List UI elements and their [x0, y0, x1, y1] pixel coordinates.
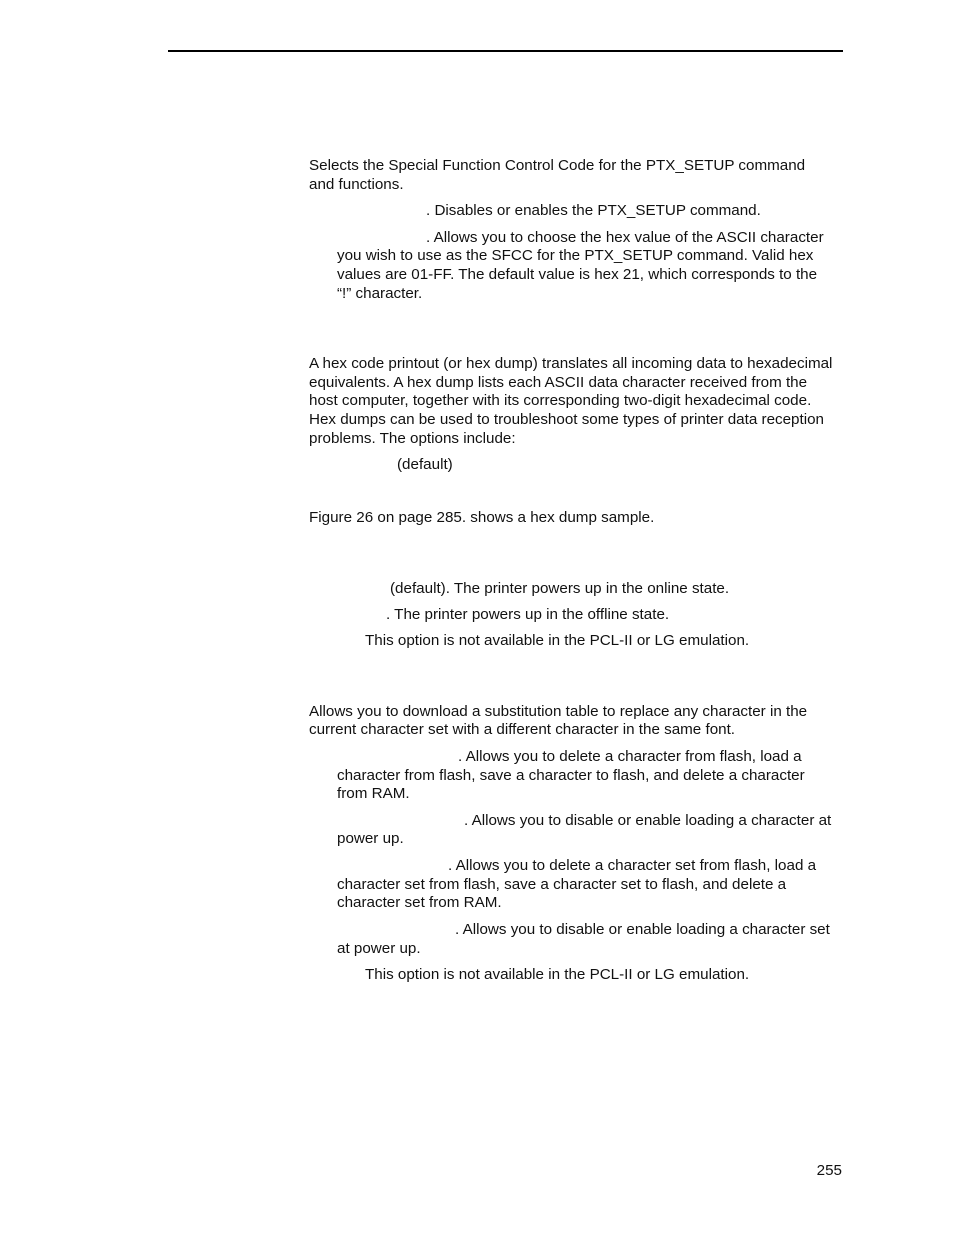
substitution-char-flash-line-2: character from flash, save a character to flash, and delete a character: [337, 767, 805, 784]
hex-intro-line-3: host computer, together with its corresponding two-digit hexadecimal code.: [309, 392, 812, 409]
sfcc-intro-line-2: and functions.: [309, 176, 404, 193]
substitution-set-flash-line-2: character set from flash, save a character set to flash, and delete a: [337, 876, 787, 893]
hex-figure-reference: Figure 26 on page 285. shows a hex dump sample.: [309, 509, 655, 526]
page-number: 255: [816, 1162, 842, 1179]
substitution-set-flash-line-3: character set from RAM.: [337, 894, 502, 911]
hex-option-default: (default): [397, 456, 453, 473]
sfcc-item-hex-line-3: values are 01-FF. The default value is hex 21, which corresponds to the: [337, 266, 818, 283]
hex-intro-line-5: problems. The options include:: [309, 430, 516, 447]
power-up-offline: . The printer powers up in the offline state.: [386, 606, 670, 623]
substitution-set-power-line-1: . Allows you to disable or enable loading a character set: [455, 921, 830, 938]
substitution-note: This option is not available in the PCL-II or LG emulation.: [365, 966, 750, 983]
substitution-char-flash-line-3: from RAM.: [337, 785, 410, 802]
substitution-set-power-line-2: at power up.: [337, 940, 421, 957]
substitution-set-flash-line-1: . Allows you to delete a character set from flash, load a: [448, 857, 817, 874]
substitution-intro-line-2: current character set with a different character in the same font.: [309, 721, 736, 738]
sfcc-item-hex-line-1: . Allows you to choose the hex value of the ASCII character: [426, 229, 824, 246]
sfcc-item-hex-line-2: you wish to use as the SFCC for the PTX_SETUP command. Valid hex: [337, 247, 814, 264]
hex-intro-line-2: equivalents. A hex dump lists each ASCII data character received from the: [309, 374, 808, 391]
power-up-note: This option is not available in the PCL-II or LG emulation.: [365, 632, 750, 649]
substitution-char-power-line-1: . Allows you to disable or enable loading a character at: [464, 812, 832, 829]
sfcc-intro-line-1: Selects the Special Function Control Code for the PTX_SETUP command: [309, 157, 806, 174]
sfcc-item-disable: . Disables or enables the PTX_SETUP command.: [426, 202, 761, 219]
power-up-online: (default). The printer powers up in the online state.: [390, 580, 730, 597]
hex-intro-line-1: A hex code printout (or hex dump) translates all incoming data to hexadecimal: [309, 355, 833, 372]
hex-intro-line-4: Hex dumps can be used to troubleshoot some types of printer data reception: [309, 411, 824, 428]
substitution-char-flash-line-1: . Allows you to delete a character from flash, load a: [458, 748, 802, 765]
substitution-char-power-line-2: power up.: [337, 830, 404, 847]
substitution-intro-line-1: Allows you to download a substitution table to replace any character in the: [309, 703, 808, 720]
sfcc-item-hex-line-4: “!” character.: [337, 285, 423, 302]
header-rule: [168, 50, 843, 52]
